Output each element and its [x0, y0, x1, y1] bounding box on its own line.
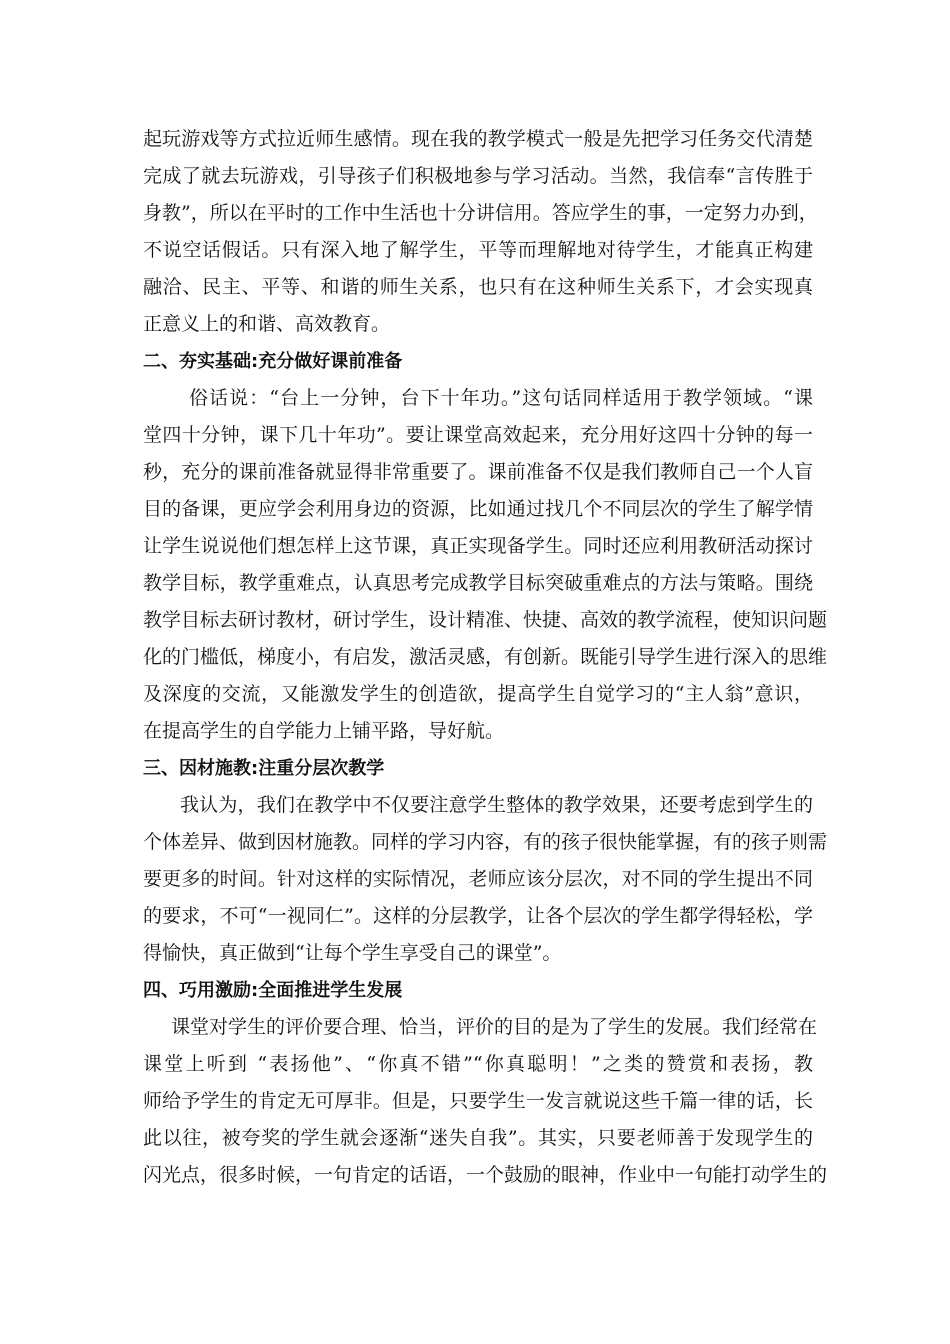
- text-line: 起玩游戏等方式拉近师生感情。现在我的教学模式一般是先把学习任务交代清楚: [143, 128, 813, 150]
- text-line: 闪光点，很多时候，一句肯定的话语，一个鼓励的眼神，作业中一句能打动学生的: [143, 1164, 828, 1186]
- text-line: 要更多的时间。针对这样的实际情况，老师应该分层次，对不同的学生提出不同: [143, 868, 813, 890]
- text-line: 堂四十分钟，课下几十年功”。要让课堂高效起来，充分用好这四十分钟的每一: [143, 424, 813, 446]
- section-3-paragraph: [143, 787, 828, 972]
- text-line: 此以往，被夸奖的学生就会逐渐“迷失自我”。其实，只要老师善于发现学生的: [143, 1127, 813, 1149]
- text-line: 俗话说：“台上一分钟，台下十年功。”这句话同样适用于教学领域。“课: [189, 387, 813, 409]
- text-line: 课堂对学生的评价要合理、恰当，评价的目的是为了学生的发展。我们经常在: [171, 1016, 818, 1038]
- intro-paragraph: [143, 121, 818, 343]
- text-line: 教学目标去研讨教材，研讨学生，设计精准、快捷、高效的教学流程，使知识问题: [143, 609, 828, 631]
- section-4-paragraph: [143, 1009, 828, 1194]
- section-2-paragraph: [143, 380, 828, 750]
- text-line: 融洽、民主、平等、和谐的师生关系，也只有在这种师生关系下，才会实现真: [143, 276, 813, 298]
- text-line: 让学生说说他们想怎样上这节课，真正实现备学生。同时还应利用教研活动探讨: [143, 535, 813, 557]
- text-line: 正意义上的和谐、高效教育。: [143, 313, 391, 335]
- text-line: 教学目标，教学重难点，认真思考完成教学目标突破重难点的方法与策略。围绕: [143, 572, 813, 594]
- text-line: 课堂上听到 “表扬他”、“你真不错”“你真聪明！”之类的赞赏和表扬，教: [143, 1053, 813, 1075]
- text-line: 我认为，我们在教学中不仅要注意学生整体的教学效果，还要考虑到学生的: [180, 794, 813, 816]
- text-line: 不说空话假话。只有深入地了解学生，平等而理解地对待学生，才能真正构建: [143, 239, 813, 261]
- text-line: 的要求，不可“一视同仁”。这样的分层教学，让各个层次的学生都学得轻松，学: [143, 905, 813, 927]
- document-body: [143, 121, 828, 1194]
- text-line: 个体差异、做到因材施教。同样的学习内容，有的孩子很快能掌握，有的孩子则需: [143, 831, 828, 853]
- section-heading-2: 二、夯实基础:充分做好课前准备: [143, 351, 403, 372]
- text-line: 在提高学生的自学能力上铺平路，导好航。: [143, 720, 505, 742]
- text-line: 及深度的交流，又能激发学生的创造欲，提高学生自觉学习的“主人翁”意识，: [143, 683, 813, 705]
- text-line: 师给予学生的肯定无可厚非。但是，只要学生一发言就说这些千篇一律的话，长: [143, 1090, 813, 1112]
- section-heading-3: 三、因材施教:注重分层次教学: [143, 758, 385, 779]
- text-line: 身教”，所以在平时的工作中生活也十分讲信用。答应学生的事，一定努力办到，: [143, 202, 818, 224]
- text-line: 目的备课，更应学会利用身边的资源，比如通过找几个不同层次的学生了解学情: [143, 498, 813, 520]
- text-line: 得愉快，真正做到“让每个学生享受自己的课堂”。: [143, 942, 562, 964]
- text-line: 完成了就去玩游戏，引导孩子们积极地参与学习活动。当然，我信奉“言传胜于: [143, 165, 813, 187]
- text-line: 化的门槛低，梯度小，有启发，激活灵感，有创新。既能引导学生进行深入的思维: [143, 646, 828, 668]
- section-heading-4: 四、巧用激励:全面推进学生发展: [143, 980, 403, 1001]
- text-line: 秒，充分的课前准备就显得非常重要了。课前准备不仅是我们教师自己一个人盲: [143, 461, 813, 483]
